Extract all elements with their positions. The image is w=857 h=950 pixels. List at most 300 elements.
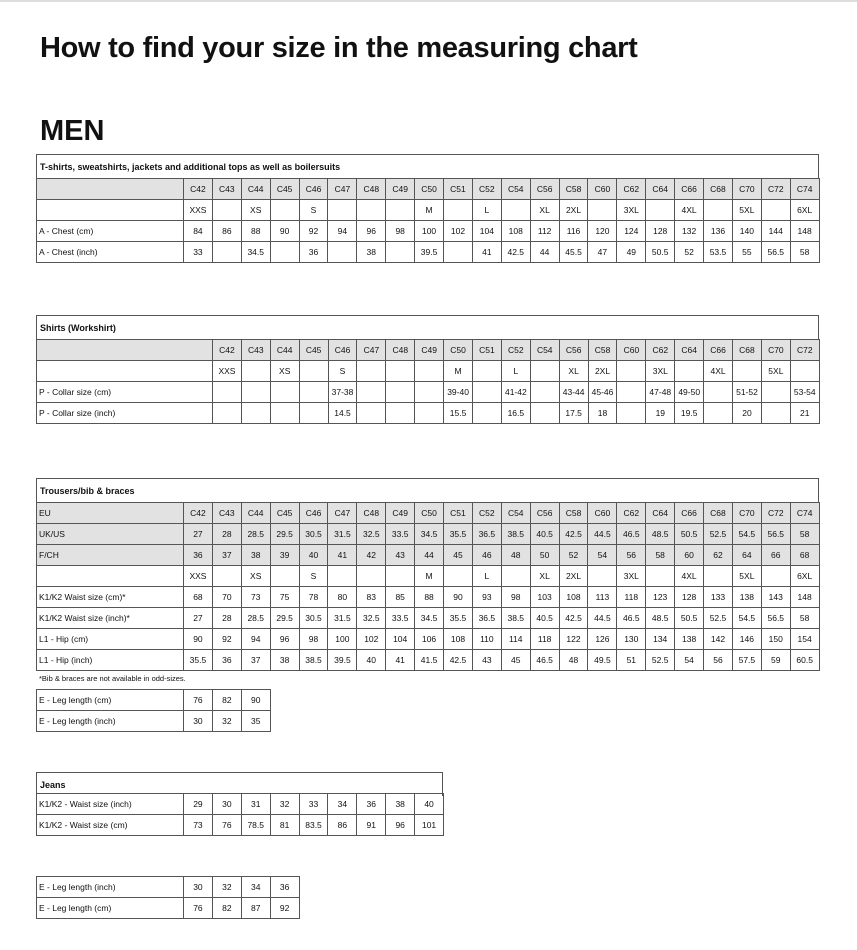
- table-cell: 20: [733, 403, 762, 424]
- table-cell: 56.5: [761, 242, 790, 263]
- table-cell: 42.5: [501, 242, 530, 263]
- table-cell: XL: [530, 566, 559, 587]
- table-cell: 39.5: [415, 242, 444, 263]
- table-cell: 66: [761, 545, 790, 566]
- table-cell: 62: [704, 545, 733, 566]
- table-cell: 30: [212, 794, 241, 815]
- table-cell: 54.5: [732, 608, 761, 629]
- table-cell: C50: [415, 503, 444, 524]
- table-cell: XS: [241, 566, 270, 587]
- table-cell: 52.5: [646, 650, 675, 671]
- table-cell: C42: [213, 340, 242, 361]
- row-label: A - Chest (cm): [37, 221, 184, 242]
- table-cell: 54: [675, 650, 704, 671]
- table-cell: 73: [184, 815, 213, 836]
- table-cell: 29.5: [270, 608, 299, 629]
- table-cell: 42.5: [559, 524, 588, 545]
- table-cell: [704, 382, 733, 403]
- table-cell: [357, 200, 386, 221]
- table-row: [37, 503, 820, 524]
- table-cell: [213, 382, 242, 403]
- table-cell: 68: [184, 587, 213, 608]
- table-cell: C72: [761, 179, 790, 200]
- table-cell: 90: [241, 690, 270, 711]
- table-cell: C47: [328, 179, 357, 200]
- table-cell: C56: [530, 179, 559, 200]
- table-cell: 76: [184, 898, 213, 919]
- table-cell: 33.5: [386, 524, 415, 545]
- table-cell: [357, 361, 386, 382]
- table-cell: S: [299, 566, 328, 587]
- table-cell: C52: [472, 179, 501, 200]
- table-cell: 144: [761, 221, 790, 242]
- table-cell: 39.5: [328, 650, 357, 671]
- table-cell: 36.5: [472, 608, 501, 629]
- table-cell: [270, 200, 299, 221]
- table-cell: 36: [184, 545, 213, 566]
- table-cell: C72: [761, 503, 790, 524]
- table-cell: 40.5: [530, 524, 559, 545]
- table-cell: 29: [184, 794, 213, 815]
- row-label: UK/US: [37, 524, 184, 545]
- table-cell: 37: [212, 545, 241, 566]
- table-cell: 140: [732, 221, 761, 242]
- table-cell: 88: [415, 587, 444, 608]
- table-cell: 128: [675, 587, 704, 608]
- tshirts-table-title: T-shirts, sweatshirts, jackets and additional tops as well as boilersuits: [36, 154, 819, 178]
- table-cell: [386, 566, 415, 587]
- table-cell: 34: [328, 794, 357, 815]
- table-row: [37, 650, 820, 671]
- table-cell: C64: [646, 179, 675, 200]
- table-cell: 27: [184, 608, 213, 629]
- table-cell: 90: [184, 629, 213, 650]
- table-cell: 15.5: [444, 403, 473, 424]
- table-cell: 6XL: [790, 566, 819, 587]
- table-cell: XL: [559, 361, 588, 382]
- table-cell: C52: [501, 340, 530, 361]
- table-cell: C54: [501, 503, 530, 524]
- table-cell: 52: [675, 242, 704, 263]
- table-cell: 44: [530, 242, 559, 263]
- table-cell: 33: [184, 242, 213, 263]
- table-row: [37, 794, 444, 815]
- table-cell: 4XL: [704, 361, 733, 382]
- row-label: L1 - Hip (cm): [37, 629, 184, 650]
- row-label: E - Leg length (cm): [37, 898, 184, 919]
- table-cell: C70: [732, 179, 761, 200]
- table-cell: 43: [386, 545, 415, 566]
- table-cell: 34: [241, 877, 270, 898]
- table-cell: 38: [241, 545, 270, 566]
- table-cell: 39-40: [444, 382, 473, 403]
- table-cell: 96: [270, 629, 299, 650]
- table-cell: 60.5: [790, 650, 819, 671]
- table-cell: 76: [212, 815, 241, 836]
- table-cell: 32: [270, 794, 299, 815]
- table-cell: 41: [472, 242, 501, 263]
- table-cell: 44.5: [588, 524, 617, 545]
- table-cell: C52: [472, 503, 501, 524]
- table-cell: 96: [357, 221, 386, 242]
- table-cell: C45: [299, 340, 328, 361]
- table-cell: 2XL: [559, 566, 588, 587]
- table-cell: 102: [357, 629, 386, 650]
- table-cell: C56: [559, 340, 588, 361]
- table-cell: C62: [617, 503, 646, 524]
- table-cell: M: [444, 361, 473, 382]
- table-cell: 34.5: [415, 608, 444, 629]
- table-cell: C49: [386, 503, 415, 524]
- jeans-table-title: Jeans: [36, 772, 443, 796]
- table-cell: 41: [386, 650, 415, 671]
- table-cell: 49-50: [675, 382, 704, 403]
- table-cell: C48: [386, 340, 415, 361]
- table-cell: C72: [790, 340, 819, 361]
- table-cell: 86: [328, 815, 357, 836]
- table-cell: 49: [617, 242, 646, 263]
- table-cell: 32: [212, 711, 241, 732]
- table-cell: C58: [588, 340, 617, 361]
- table-cell: 154: [790, 629, 819, 650]
- table-cell: [617, 403, 646, 424]
- table-cell: [212, 242, 241, 263]
- table-cell: L: [501, 361, 530, 382]
- table-cell: 57.5: [732, 650, 761, 671]
- table-cell: [704, 200, 733, 221]
- table-cell: 143: [761, 587, 790, 608]
- table-cell: 34.5: [415, 524, 444, 545]
- table-cell: XXS: [213, 361, 242, 382]
- table-cell: 34.5: [241, 242, 270, 263]
- table-cell: [386, 382, 415, 403]
- table-cell: 73: [241, 587, 270, 608]
- tshirts-size-table: [36, 178, 820, 263]
- table-cell: 150: [761, 629, 790, 650]
- table-cell: 128: [646, 221, 675, 242]
- table-cell: C74: [790, 179, 819, 200]
- table-cell: 42: [357, 545, 386, 566]
- table-cell: 45.5: [559, 242, 588, 263]
- table-cell: C50: [415, 179, 444, 200]
- table-cell: 31.5: [328, 608, 357, 629]
- table-cell: 59: [761, 650, 790, 671]
- table-cell: 19.5: [675, 403, 704, 424]
- table-cell: 51-52: [733, 382, 762, 403]
- table-cell: 49.5: [588, 650, 617, 671]
- table-cell: 104: [472, 221, 501, 242]
- table-cell: 94: [241, 629, 270, 650]
- table-cell: C60: [588, 503, 617, 524]
- row-label: K1/K2 Waist size (inch)*: [37, 608, 184, 629]
- table-cell: 38: [357, 242, 386, 263]
- table-cell: 36: [270, 877, 299, 898]
- table-cell: [357, 566, 386, 587]
- table-cell: [212, 566, 241, 587]
- table-cell: 108: [501, 221, 530, 242]
- table-cell: 94: [328, 221, 357, 242]
- row-label: A - Chest (inch): [37, 242, 184, 263]
- table-cell: XS: [270, 361, 299, 382]
- table-cell: 36.5: [472, 524, 501, 545]
- table-cell: [530, 361, 559, 382]
- table-cell: [299, 403, 328, 424]
- table-row: [37, 545, 820, 566]
- table-cell: 16.5: [501, 403, 530, 424]
- table-cell: 98: [501, 587, 530, 608]
- table-cell: [386, 242, 415, 263]
- table-cell: 75: [270, 587, 299, 608]
- table-cell: M: [415, 566, 444, 587]
- row-label: K1/K2 - Waist size (inch): [37, 794, 184, 815]
- table-cell: 84: [184, 221, 213, 242]
- table-cell: 38.5: [501, 608, 530, 629]
- table-cell: 54: [588, 545, 617, 566]
- table-cell: 36: [299, 242, 328, 263]
- table-cell: C46: [299, 503, 328, 524]
- table-cell: 122: [559, 629, 588, 650]
- table-cell: 2XL: [588, 361, 617, 382]
- table-cell: 4XL: [675, 566, 704, 587]
- table-cell: 93: [472, 587, 501, 608]
- table-cell: 6XL: [790, 200, 819, 221]
- table-cell: [299, 361, 328, 382]
- table-cell: 44: [415, 545, 444, 566]
- table-cell: [704, 403, 733, 424]
- table-cell: 38: [386, 794, 415, 815]
- table-cell: 50.5: [675, 608, 704, 629]
- table-cell: 85: [386, 587, 415, 608]
- table-cell: 37-38: [328, 382, 357, 403]
- table-cell: C44: [241, 179, 270, 200]
- table-cell: 134: [646, 629, 675, 650]
- row-label: [37, 361, 213, 382]
- table-cell: C46: [328, 340, 357, 361]
- table-cell: 28: [212, 608, 241, 629]
- table-cell: 58: [790, 608, 819, 629]
- table-cell: [241, 403, 270, 424]
- table-cell: 83: [357, 587, 386, 608]
- table-cell: [646, 200, 675, 221]
- table-row: [37, 403, 820, 424]
- table-cell: 58: [646, 545, 675, 566]
- table-cell: 28.5: [241, 608, 270, 629]
- table-cell: C62: [646, 340, 675, 361]
- table-cell: 58: [790, 242, 819, 263]
- table-cell: 35: [241, 711, 270, 732]
- top-divider: [0, 0, 857, 2]
- table-cell: 56.5: [761, 608, 790, 629]
- table-cell: 87: [241, 898, 270, 919]
- table-cell: 50.5: [675, 524, 704, 545]
- table-cell: C44: [241, 503, 270, 524]
- table-cell: 33.5: [386, 608, 415, 629]
- table-cell: 123: [646, 587, 675, 608]
- table-cell: C51: [444, 179, 473, 200]
- table-cell: C62: [617, 179, 646, 200]
- table-cell: 130: [617, 629, 646, 650]
- table-cell: C64: [675, 340, 704, 361]
- table-cell: 56.5: [761, 524, 790, 545]
- table-cell: 138: [675, 629, 704, 650]
- table-cell: 138: [732, 587, 761, 608]
- table-cell: [761, 200, 790, 221]
- table-row: [37, 898, 300, 919]
- table-cell: C51: [473, 340, 502, 361]
- table-cell: C47: [328, 503, 357, 524]
- table-cell: C50: [444, 340, 473, 361]
- table-cell: 118: [530, 629, 559, 650]
- table-cell: 41-42: [501, 382, 530, 403]
- table-cell: 19: [646, 403, 675, 424]
- table-cell: [761, 403, 790, 424]
- table-cell: 64: [732, 545, 761, 566]
- row-label: [37, 566, 184, 587]
- size-code-row: [37, 340, 820, 361]
- table-cell: 46.5: [617, 524, 646, 545]
- table-cell: 60: [675, 545, 704, 566]
- table-cell: [212, 200, 241, 221]
- table-cell: 76: [184, 690, 213, 711]
- table-cell: 90: [270, 221, 299, 242]
- table-cell: 78: [299, 587, 328, 608]
- row-label: K1/K2 - Waist size (cm): [37, 815, 184, 836]
- table-row: [37, 221, 820, 242]
- table-cell: 132: [675, 221, 704, 242]
- table-cell: 45-46: [588, 382, 617, 403]
- table-cell: C70: [761, 340, 790, 361]
- table-cell: 38.5: [299, 650, 328, 671]
- table-cell: 48: [501, 545, 530, 566]
- table-cell: C43: [212, 503, 241, 524]
- table-cell: [241, 361, 270, 382]
- table-cell: [588, 200, 617, 221]
- trousers-footnote: *Bib & braces are not available in odd-sizes.: [39, 674, 186, 683]
- table-cell: [473, 403, 502, 424]
- table-cell: C60: [617, 340, 646, 361]
- table-cell: [386, 403, 415, 424]
- table-cell: [473, 382, 502, 403]
- table-cell: [328, 566, 357, 587]
- table-cell: 81: [270, 815, 299, 836]
- table-cell: XS: [241, 200, 270, 221]
- table-cell: 53-54: [790, 382, 819, 403]
- table-cell: [415, 382, 444, 403]
- table-cell: 124: [617, 221, 646, 242]
- row-label: [37, 340, 213, 361]
- table-cell: 32.5: [357, 524, 386, 545]
- table-cell: C47: [357, 340, 386, 361]
- table-cell: 112: [530, 221, 559, 242]
- table-cell: 46.5: [617, 608, 646, 629]
- table-cell: 46.5: [530, 650, 559, 671]
- trousers-leg-table: [36, 689, 271, 732]
- table-cell: 86: [212, 221, 241, 242]
- table-cell: XXS: [184, 566, 213, 587]
- table-cell: [415, 361, 444, 382]
- table-cell: 30.5: [299, 608, 328, 629]
- table-cell: 91: [357, 815, 386, 836]
- table-cell: 3XL: [617, 566, 646, 587]
- table-cell: C49: [415, 340, 444, 361]
- table-cell: [761, 566, 790, 587]
- table-cell: C68: [733, 340, 762, 361]
- jeans-leg-table: [36, 876, 300, 919]
- table-row: [37, 524, 820, 545]
- table-cell: 21: [790, 403, 819, 424]
- table-cell: 5XL: [761, 361, 790, 382]
- table-cell: 41: [328, 545, 357, 566]
- table-cell: 48.5: [646, 524, 675, 545]
- table-cell: 32: [212, 877, 241, 898]
- table-cell: C51: [444, 503, 473, 524]
- table-cell: 142: [704, 629, 733, 650]
- table-cell: [704, 566, 733, 587]
- section-title: MEN: [40, 115, 105, 147]
- table-cell: [617, 361, 646, 382]
- table-cell: [357, 382, 386, 403]
- table-cell: XXS: [184, 200, 213, 221]
- table-cell: [761, 382, 790, 403]
- table-cell: 36: [212, 650, 241, 671]
- table-cell: 47-48: [646, 382, 675, 403]
- table-cell: [270, 382, 299, 403]
- table-cell: 98: [299, 629, 328, 650]
- table-cell: 52.5: [704, 608, 733, 629]
- table-cell: C44: [270, 340, 299, 361]
- table-cell: 51: [617, 650, 646, 671]
- table-row: [37, 629, 820, 650]
- table-cell: 35.5: [184, 650, 213, 671]
- table-cell: 98: [386, 221, 415, 242]
- table-cell: C45: [270, 179, 299, 200]
- table-cell: 37: [241, 650, 270, 671]
- table-cell: 146: [732, 629, 761, 650]
- table-cell: 104: [386, 629, 415, 650]
- table-cell: [270, 242, 299, 263]
- row-label: K1/K2 Waist size (cm)*: [37, 587, 184, 608]
- table-cell: 54.5: [732, 524, 761, 545]
- table-cell: 133: [704, 587, 733, 608]
- table-cell: C58: [559, 503, 588, 524]
- table-cell: 43: [472, 650, 501, 671]
- table-cell: 113: [588, 587, 617, 608]
- table-cell: 82: [212, 690, 241, 711]
- table-cell: 82: [212, 898, 241, 919]
- table-cell: C68: [704, 503, 733, 524]
- table-cell: 88: [241, 221, 270, 242]
- table-cell: 41.5: [415, 650, 444, 671]
- table-cell: 56: [617, 545, 646, 566]
- table-cell: [646, 566, 675, 587]
- table-cell: 3XL: [646, 361, 675, 382]
- table-cell: C48: [357, 179, 386, 200]
- table-cell: 114: [501, 629, 530, 650]
- table-cell: 38.5: [501, 524, 530, 545]
- table-cell: 27: [184, 524, 213, 545]
- table-cell: 70: [212, 587, 241, 608]
- size-code-row: [37, 179, 820, 200]
- table-cell: 53.5: [704, 242, 733, 263]
- table-cell: [328, 200, 357, 221]
- table-cell: [415, 403, 444, 424]
- table-cell: 56: [704, 650, 733, 671]
- table-cell: 148: [790, 587, 819, 608]
- row-label: L1 - Hip (inch): [37, 650, 184, 671]
- table-row: [37, 690, 271, 711]
- table-cell: 36: [357, 794, 386, 815]
- row-label: [37, 200, 184, 221]
